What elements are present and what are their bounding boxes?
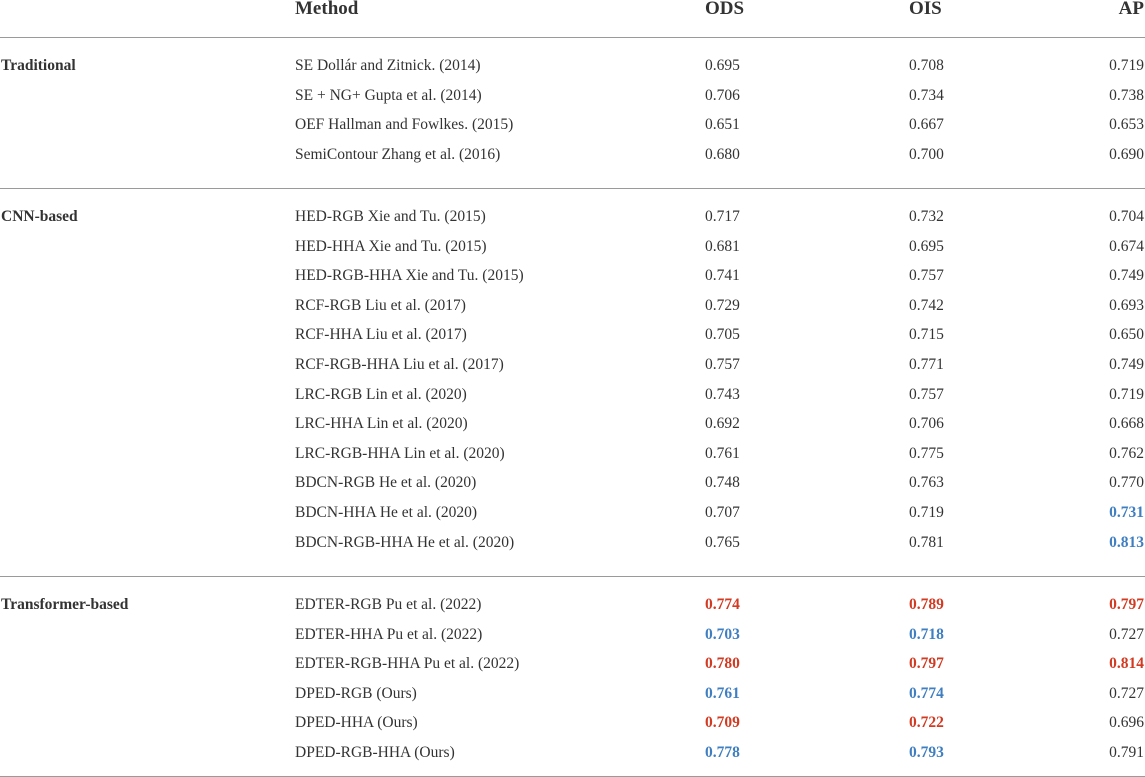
table-row [0, 266, 1145, 290]
method-cell: BDCN-RGB-HHA He et al. (2020) [295, 533, 515, 551]
table-row [0, 444, 1145, 468]
ods-cell: 0.743 [705, 385, 740, 403]
ap-cell: 0.693 [1109, 296, 1144, 314]
method-cell: SemiContour Zhang et al. (2016) [295, 145, 501, 163]
group-rule [0, 188, 1145, 189]
ois-cell: 0.695 [909, 237, 944, 255]
ois-cell: 0.781 [909, 533, 944, 551]
method-cell: SE + NG+ Gupta et al. (2014) [295, 86, 482, 104]
ods-cell: 0.778 [705, 744, 740, 761]
method-cell: HED-RGB-HHA Xie and Tu. (2015) [295, 267, 524, 285]
ois-cell: 0.667 [909, 116, 944, 134]
ods-cell: 0.707 [705, 504, 740, 521]
table-row [0, 56, 1145, 80]
ods-cell: 0.651 [705, 116, 740, 134]
method-cell: LRC-RGB-HHA Lin et al. (2020) [295, 444, 505, 462]
method-cell: LRC-RGB Lin et al. (2020) [295, 385, 467, 403]
table-row [0, 743, 1145, 767]
ois-cell: 0.732 [909, 208, 944, 225]
group-label: Traditional [1, 57, 76, 74]
ois-cell: 0.719 [909, 504, 944, 521]
table-row [0, 115, 1145, 139]
ap-cell: 0.653 [1109, 116, 1144, 134]
method-cell: HED-HHA Xie and Tu. (2015) [295, 237, 487, 255]
table-row [0, 325, 1145, 349]
ods-cell: 0.705 [705, 326, 740, 344]
ods-cell: 0.757 [705, 356, 740, 373]
ap-cell: 0.719 [1109, 57, 1144, 74]
ois-cell: 0.757 [909, 385, 944, 403]
ap-cell: 0.791 [1109, 744, 1144, 761]
ap-cell: 0.668 [1109, 415, 1144, 433]
table-row [0, 296, 1145, 320]
header-ois: OIS [909, 0, 942, 19]
table-row [0, 654, 1145, 678]
ods-cell: 0.741 [705, 267, 740, 285]
ois-cell: 0.771 [909, 356, 944, 373]
group-label: CNN-based [1, 208, 78, 225]
method-cell: RCF-RGB Liu et al. (2017) [295, 296, 466, 314]
method-cell: DPED-RGB-HHA (Ours) [295, 744, 455, 761]
method-cell: RCF-RGB-HHA Liu et al. (2017) [295, 356, 504, 373]
method-cell: BDCN-RGB He et al. (2020) [295, 474, 477, 492]
table-row [0, 237, 1145, 261]
method-cell: BDCN-HHA He et al. (2020) [295, 504, 478, 521]
group-label: Transformer-based [1, 596, 129, 613]
ods-cell: 0.695 [705, 57, 740, 74]
table-row [0, 473, 1145, 497]
method-cell: EDTER-RGB-HHA Pu et al. (2022) [295, 655, 520, 673]
ap-cell: 0.696 [1109, 714, 1144, 732]
ois-cell: 0.715 [909, 326, 944, 344]
ap-cell: 0.704 [1109, 208, 1144, 225]
ois-cell: 0.734 [909, 86, 944, 104]
ois-cell: 0.706 [909, 415, 944, 433]
ods-cell: 0.748 [705, 474, 740, 492]
ods-cell: 0.761 [705, 684, 740, 702]
ois-cell: 0.775 [909, 444, 944, 462]
ods-cell: 0.709 [705, 714, 740, 732]
table-row [0, 385, 1145, 409]
ois-cell: 0.718 [909, 625, 944, 643]
ods-cell: 0.774 [705, 596, 740, 613]
ods-cell: 0.761 [705, 444, 740, 462]
ois-cell: 0.793 [909, 744, 944, 761]
ods-cell: 0.729 [705, 296, 740, 314]
method-cell: LRC-HHA Lin et al. (2020) [295, 415, 468, 433]
ods-cell: 0.780 [705, 655, 740, 673]
ods-cell: 0.692 [705, 415, 740, 433]
header-method: Method [295, 0, 359, 19]
ap-cell: 0.727 [1109, 684, 1144, 702]
ods-cell: 0.765 [705, 533, 740, 551]
table-row [0, 503, 1145, 527]
method-cell: HED-RGB Xie and Tu. (2015) [295, 208, 486, 225]
ap-cell: 0.762 [1109, 444, 1144, 462]
table-row [0, 625, 1145, 649]
method-cell: OEF Hallman and Fowlkes. (2015) [295, 116, 514, 134]
ois-cell: 0.789 [909, 596, 944, 613]
table-row [0, 713, 1145, 737]
ois-cell: 0.722 [909, 714, 944, 732]
table-row [0, 355, 1145, 379]
ois-cell: 0.700 [909, 145, 944, 163]
method-cell: EDTER-RGB Pu et al. (2022) [295, 596, 482, 613]
ap-cell: 0.738 [1109, 86, 1144, 104]
ap-cell: 0.797 [1109, 596, 1144, 613]
ap-cell: 0.813 [1109, 533, 1144, 551]
ois-cell: 0.763 [909, 474, 944, 492]
ap-cell: 0.650 [1109, 326, 1144, 344]
method-cell: RCF-HHA Liu et al. (2017) [295, 326, 467, 344]
table-row [0, 414, 1145, 438]
header-ap: AP [1118, 0, 1144, 19]
group-rule [0, 576, 1145, 577]
method-cell: SE Dollár and Zitnick. (2014) [295, 57, 481, 74]
ods-cell: 0.680 [705, 145, 740, 163]
ois-cell: 0.774 [909, 684, 944, 702]
method-cell: DPED-HHA (Ours) [295, 714, 418, 732]
table-row [0, 207, 1145, 231]
header-rule [0, 37, 1145, 38]
ois-cell: 0.757 [909, 267, 944, 285]
ods-cell: 0.703 [705, 625, 740, 643]
table-row [0, 684, 1145, 708]
ap-cell: 0.814 [1109, 655, 1144, 673]
ods-cell: 0.681 [705, 237, 740, 255]
ap-cell: 0.749 [1109, 356, 1144, 373]
table-row [0, 533, 1145, 557]
ap-cell: 0.674 [1109, 237, 1144, 255]
ois-cell: 0.708 [909, 57, 944, 74]
ap-cell: 0.749 [1109, 267, 1144, 285]
ap-cell: 0.719 [1109, 385, 1144, 403]
header-ods: ODS [705, 0, 745, 19]
ois-cell: 0.742 [909, 296, 944, 314]
method-cell: EDTER-HHA Pu et al. (2022) [295, 625, 483, 643]
ois-cell: 0.797 [909, 655, 944, 673]
ods-cell: 0.706 [705, 86, 740, 104]
ods-cell: 0.717 [705, 208, 740, 225]
table-row [0, 595, 1145, 619]
ap-cell: 0.727 [1109, 625, 1144, 643]
ap-cell: 0.770 [1109, 474, 1144, 492]
table-header [0, 0, 1145, 22]
table-row [0, 145, 1145, 169]
method-cell: DPED-RGB (Ours) [295, 684, 417, 702]
ap-cell: 0.690 [1109, 145, 1144, 163]
ap-cell: 0.731 [1109, 504, 1144, 521]
table-row [0, 86, 1145, 110]
